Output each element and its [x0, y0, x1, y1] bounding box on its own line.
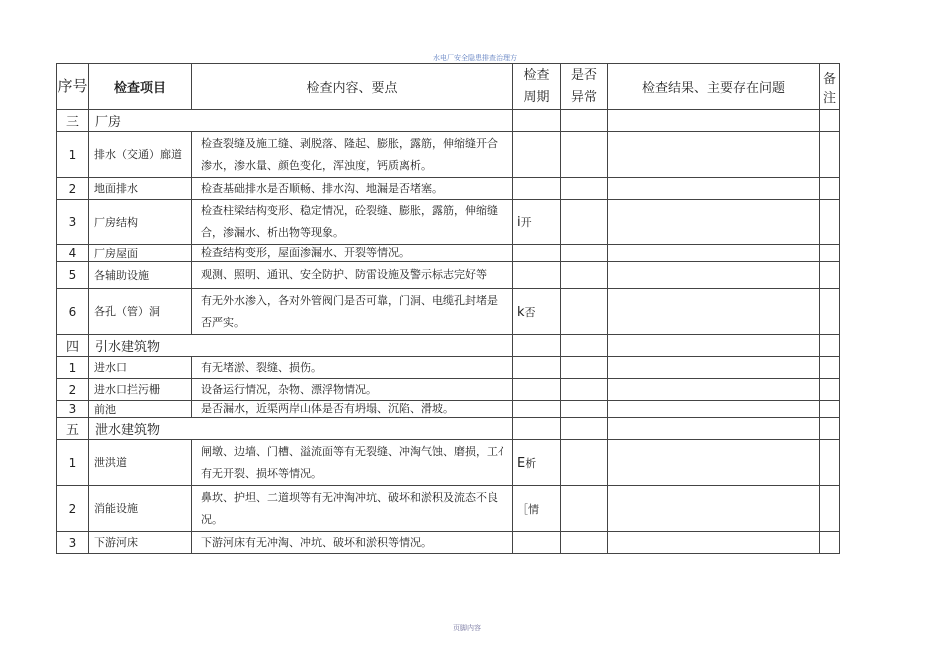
check-item: 下游河床 [89, 532, 192, 554]
check-content: 鼻坎、护坦、二道坝等有无冲淘冲坑、破坏和淤积及流态不良况。 [192, 486, 513, 532]
table-row [57, 200, 840, 245]
cycle-mark: i [517, 215, 521, 230]
result-cell [608, 357, 820, 379]
abnormal-cell [561, 335, 608, 357]
row-number: 6 [57, 289, 89, 335]
note-cell [820, 379, 840, 401]
check-item: 进水口 [89, 357, 192, 379]
result-cell [608, 110, 820, 132]
cycle-cell [513, 532, 561, 554]
cycle-cell [513, 357, 561, 379]
row-number: 1 [57, 132, 89, 178]
row-number: 2 [57, 486, 89, 532]
section-row [57, 110, 840, 132]
col-header-result: 检查结果、主要存在问题 [608, 64, 820, 110]
section-number: 三 [57, 110, 89, 132]
section-number: 四 [57, 335, 89, 357]
cycle-cell [513, 110, 561, 132]
check-content: 检查裂缝及施工缝、剥脱落、隆起、膨胀，露筋，伸缩缝开合渗水，渗水量、颜色变化，浑浊度，钙质离析。 [192, 132, 513, 178]
cycle-cell [513, 132, 561, 178]
abnormal-cell [561, 200, 608, 245]
note-cell [820, 200, 840, 245]
row-number: 1 [57, 357, 89, 379]
row-number: 1 [57, 440, 89, 486]
cycle-cell [513, 178, 561, 200]
section-title: 泄水建筑物 [89, 418, 513, 440]
cycle-text: 析 [525, 456, 537, 470]
check-item: 各孔（管）洞 [89, 289, 192, 335]
abnormal-cell [561, 357, 608, 379]
abnormal-cell [561, 289, 608, 335]
result-cell [608, 132, 820, 178]
cycle-cell [513, 289, 561, 335]
table-row [57, 357, 840, 379]
cycle-cell [513, 200, 561, 245]
note-cell [820, 289, 840, 335]
col-header-content: 检查内容、要点 [192, 64, 513, 110]
note-cell [820, 132, 840, 178]
row-number: 3 [57, 532, 89, 554]
cycle-cell [513, 418, 561, 440]
note-cell [820, 178, 840, 200]
header-row [57, 64, 840, 110]
abnormal-cell [561, 532, 608, 554]
cycle-cell [513, 262, 561, 289]
check-content: 检查柱梁结构变形、稳定情况，砼裂缝、膨胀，露筋，伸缩缝合，渗漏水、析出物等现象。 [192, 200, 513, 245]
cycle-text: 开 [520, 216, 532, 229]
page-header: 水电厂安全隐患排查治理方 [433, 54, 517, 62]
note-cell [820, 401, 840, 418]
result-cell [608, 245, 820, 262]
note-cell [820, 245, 840, 262]
result-cell [608, 532, 820, 554]
table-row [57, 401, 840, 418]
abnormal-cell [561, 418, 608, 440]
check-content: 下游河床有无冲淘、冲坑、破坏和淤积等情况。 [192, 532, 513, 554]
check-item: 厂房屋面 [89, 245, 192, 262]
check-item: 排水（交通）廊道 [89, 132, 192, 178]
result-cell [608, 379, 820, 401]
check-content: 检查基础排水是否顺畅、排水沟、地漏是否堵塞。 [192, 178, 513, 200]
check-item: 前池 [89, 401, 192, 418]
check-item: 各辅助设施 [89, 262, 192, 289]
row-number: 2 [57, 379, 89, 401]
abnormal-cell [561, 110, 608, 132]
table-row [57, 486, 840, 532]
abnormal-cell [561, 440, 608, 486]
note-cell [820, 357, 840, 379]
cycle-mark: E [517, 455, 526, 471]
table-row [57, 262, 840, 289]
check-content: 设备运行情况，杂物、漂浮物情况。 [192, 379, 513, 401]
abnormal-cell [561, 262, 608, 289]
table-row [57, 532, 840, 554]
row-number: 3 [57, 200, 89, 245]
abnormal-cell [561, 379, 608, 401]
note-cell [820, 440, 840, 486]
result-cell [608, 486, 820, 532]
note-cell [820, 110, 840, 132]
result-cell [608, 289, 820, 335]
result-cell [608, 440, 820, 486]
check-item: 泄洪道 [89, 440, 192, 486]
result-cell [608, 401, 820, 418]
row-number: 2 [57, 178, 89, 200]
check-content: 闸墩、边墙、门槽、溢流面等有无裂缝、冲淘气蚀、磨损，工ｲ有无开裂、损坏等情况。 [192, 440, 513, 486]
cycle-cell [513, 335, 561, 357]
row-number: 5 [57, 262, 89, 289]
note-cell [820, 335, 840, 357]
note-cell [820, 418, 840, 440]
cycle-text: ［情 [517, 502, 539, 516]
col-header-cycle: 检查周期 [513, 64, 561, 110]
section-row [57, 335, 840, 357]
abnormal-cell [561, 486, 608, 532]
check-item: 进水口拦污栅 [89, 379, 192, 401]
cycle-cell [513, 401, 561, 418]
check-item: 消能设施 [89, 486, 192, 532]
row-number: 3 [57, 401, 89, 418]
result-cell [608, 335, 820, 357]
note-cell [820, 262, 840, 289]
abnormal-cell [561, 178, 608, 200]
cycle-cell [513, 440, 561, 486]
result-cell [608, 200, 820, 245]
table-row [57, 440, 840, 486]
check-content: 有无堵淤、裂缝、损伤。 [192, 357, 513, 379]
page-footer: 页脚内容 [453, 624, 481, 632]
result-cell [608, 178, 820, 200]
table-row [57, 132, 840, 178]
cycle-cell [513, 379, 561, 401]
abnormal-cell [561, 401, 608, 418]
cycle-text: 否 [524, 305, 536, 319]
section-number: 五 [57, 418, 89, 440]
cycle-cell [513, 245, 561, 262]
check-content: 是否漏水，近渠两岸山体是否有坍塌、沉陷、滑坡。 [192, 401, 513, 418]
note-cell [820, 532, 840, 554]
section-title: 引水建筑物 [89, 335, 513, 357]
abnormal-cell [561, 245, 608, 262]
row-number: 4 [57, 245, 89, 262]
section-title: 厂房 [89, 110, 513, 132]
check-item: 厂房结构 [89, 200, 192, 245]
result-cell [608, 418, 820, 440]
table-row [57, 289, 840, 335]
table-row [57, 379, 840, 401]
check-item: 地面排水 [89, 178, 192, 200]
col-header-seq: 序号 [57, 64, 89, 110]
result-cell [608, 262, 820, 289]
table-row [57, 178, 840, 200]
abnormal-cell [561, 132, 608, 178]
cycle-mark: k [517, 304, 525, 320]
check-content: 检查结构变形，屋面渗漏水、开裂等情况。 [192, 245, 513, 262]
col-header-item: 检查项目 [89, 64, 192, 110]
check-content: 有无外水渗入，各对外管阀门是否可靠，门洞、电缆孔封堵是否严实。 [192, 289, 513, 335]
section-row [57, 418, 840, 440]
cycle-cell [513, 486, 561, 532]
col-header-note: 备注 [820, 64, 840, 110]
note-cell [820, 486, 840, 532]
col-header-abnormal: 是否异常 [561, 64, 608, 110]
table-row [57, 245, 840, 262]
inspection-table [56, 63, 840, 554]
check-content: 观测、照明、通讯、安全防护、防雷设施及警示标志完好等 [192, 262, 513, 289]
